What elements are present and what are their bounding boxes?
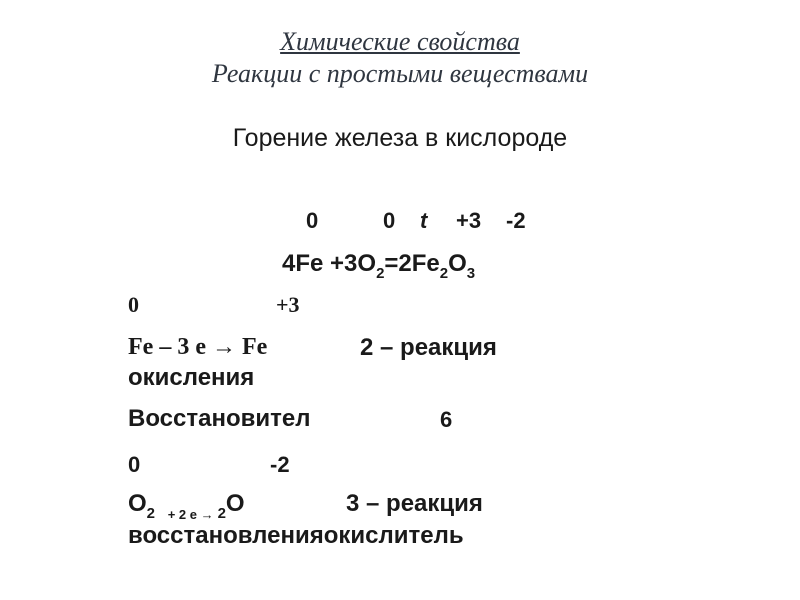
equation-subscript-2: 2 [439, 265, 449, 282]
slide-title-line2: Реакции с простыми веществами [211, 59, 589, 88]
reducer-label: Восстановител [128, 405, 311, 432]
lcm-value: 6 [440, 407, 453, 432]
oxidation-state-o-left: 0 [383, 208, 396, 233]
temperature-mark: t [420, 208, 428, 233]
fe-coefficient-label: 2 – реакция [360, 334, 497, 361]
oxidation-state-o-right: -2 [506, 208, 526, 233]
o-process-role-label: восстановленияокислитель [128, 522, 464, 549]
o-reactant: O [128, 490, 147, 517]
oxidation-state-fe-left: 0 [306, 208, 319, 233]
equation-part-2: =2Fe [384, 250, 440, 277]
o-oxidation-state-right: -2 [270, 452, 290, 477]
section-heading: Горение железа в кислороде [232, 124, 568, 152]
o-half-reaction [128, 490, 245, 522]
fe-half-reaction: Fe – 3 e → Fe [128, 334, 268, 360]
o-product: O [225, 490, 245, 517]
fe-process-label: окисления [128, 364, 255, 391]
equation-part-1: 4Fe +3O [282, 250, 377, 277]
equation-subscript-1: 2 [376, 265, 385, 282]
slide-title: Химические свойства [280, 27, 520, 56]
o-subscript-a: 2 [146, 505, 156, 522]
reaction-equation [282, 250, 476, 282]
oxidation-state-fe-right: +3 [456, 208, 482, 233]
o-subscript-b: 2 [217, 505, 226, 522]
equation-subscript-3: 3 [466, 265, 476, 282]
fe-oxidation-state-right: +3 [276, 292, 300, 317]
fe-oxidation-state-left: 0 [128, 292, 139, 317]
o-coefficient-label: 3 – реакция [346, 490, 483, 517]
equation-part-3: O [448, 250, 467, 277]
o-electron-transfer: + 2 е → [167, 507, 214, 522]
o-oxidation-state-left: 0 [128, 452, 141, 477]
